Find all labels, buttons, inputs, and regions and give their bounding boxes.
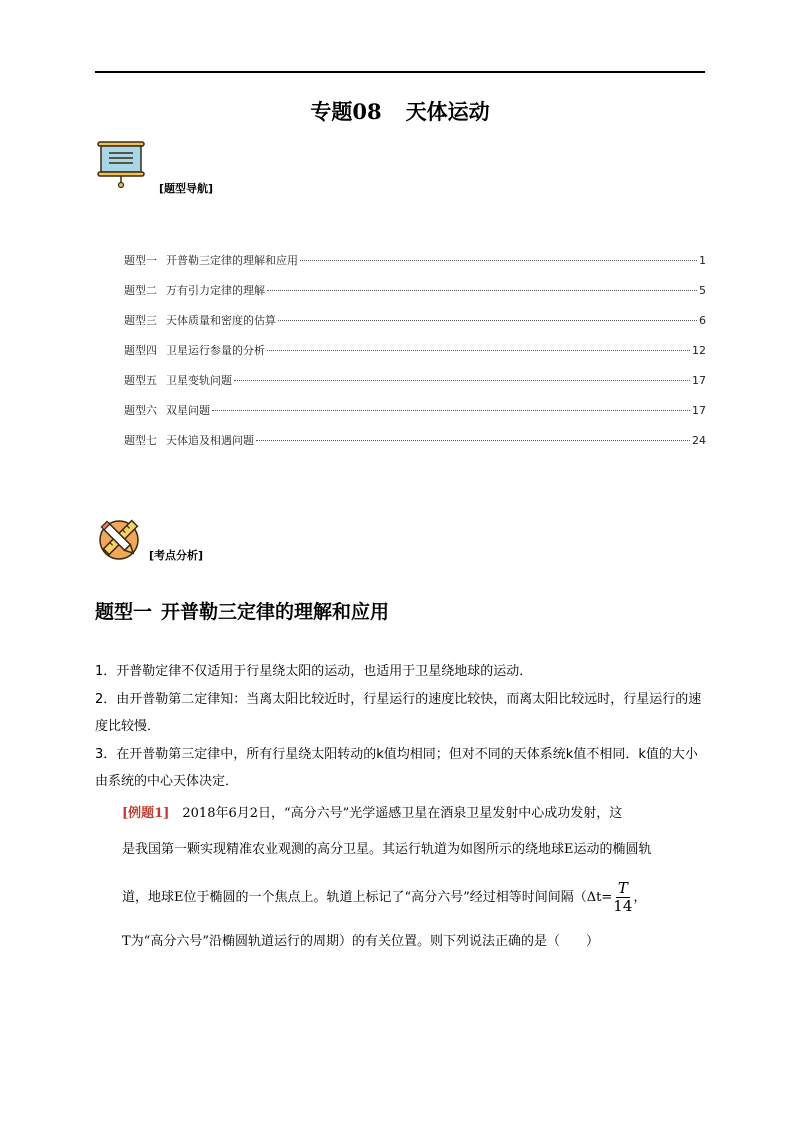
toc-page: 12 — [692, 344, 706, 357]
toc-page: 17 — [692, 404, 706, 417]
toc-label: 题型一 — [124, 254, 157, 267]
title-text: 天体运动 — [405, 99, 490, 124]
toc-text: 卫星变轨问题 — [166, 374, 232, 387]
pencil-ruler-icon — [95, 515, 143, 563]
toc-text: 天体质量和密度的估算 — [166, 314, 276, 327]
top-rule — [95, 71, 705, 73]
toc-leader — [256, 440, 690, 441]
example-line-4: T为“高分六号”沿椭圆轨道运行的周期）的有关位置。则下列说法正确的是（ ） — [122, 934, 599, 949]
toc-page: 17 — [692, 374, 706, 387]
presentation-board-icon — [95, 138, 147, 190]
toc-text: 卫星运行参量的分析 — [166, 344, 265, 357]
fraction — [613, 880, 632, 915]
toc-leader — [267, 350, 690, 351]
point-1: 1．开普勒定律不仅适用于行星绕太阳的运动，也适用于卫星绕地球的运动． — [95, 664, 533, 679]
toc-row[interactable] — [124, 312, 706, 342]
toc-text: 天体追及相遇问题 — [166, 434, 254, 447]
heading-label: 题型一 — [95, 601, 153, 623]
example-text: ， — [633, 890, 647, 905]
toc-leader — [278, 320, 697, 321]
nav-section-label: [题型导航] — [159, 182, 214, 195]
toc-row[interactable] — [124, 252, 706, 282]
toc-leader — [300, 260, 697, 261]
page-title — [0, 96, 800, 126]
toc-label: 题型二 — [124, 284, 157, 297]
toc-row[interactable] — [124, 372, 706, 402]
toc-text: 万有引力定律的理解 — [166, 284, 265, 297]
toc-page: 5 — [699, 284, 706, 297]
toc-label: 题型六 — [124, 404, 157, 417]
table-of-contents — [124, 252, 706, 462]
example-text: 2018年6月2日，“高分六号”光学遥感卫星在酒泉卫星发射中心成功发射，这 — [182, 806, 623, 821]
toc-page: 1 — [699, 254, 706, 267]
toc-row[interactable] — [124, 282, 706, 312]
example-line-3 — [122, 880, 710, 916]
example-text: 道，地球E位于椭圆的一个焦点上。轨道上标记了“高分六号”经过相等时间间隔（Δt= — [122, 890, 613, 905]
toc-text: 开普勒三定律的理解和应用 — [166, 254, 298, 267]
toc-leader — [212, 410, 690, 411]
example-line-1 — [122, 802, 710, 821]
toc-leader — [234, 380, 690, 381]
point-2: 2．由开普勒第二定律知：当离太阳比较近时，行星运行的速度比较快，而离太阳比较远时，行星运行的速度比较慢． — [95, 692, 702, 734]
fraction-numerator: T — [617, 879, 628, 897]
example-tag: [例题1] — [122, 806, 170, 821]
heading-text: 开普勒三定律的理解和应用 — [161, 601, 390, 623]
toc-row[interactable] — [124, 402, 706, 432]
toc-label: 题型七 — [124, 434, 157, 447]
toc-label: 题型四 — [124, 344, 157, 357]
toc-text: 双星问题 — [166, 404, 210, 417]
toc-label: 题型三 — [124, 314, 157, 327]
title-code: 专题08 — [310, 99, 382, 124]
toc-page: 6 — [699, 314, 706, 327]
toc-row[interactable] — [124, 432, 706, 462]
analysis-section-label: [考点分析] — [149, 549, 204, 562]
toc-leader — [267, 290, 697, 291]
toc-label: 题型五 — [124, 374, 157, 387]
toc-row[interactable] — [124, 342, 706, 372]
toc-page: 24 — [692, 434, 706, 447]
example-line-2: 是我国第一颗实现精准农业观测的高分卫星。其运行轨道为如图所示的绕地球E运动的椭圆轨 — [122, 842, 652, 857]
point-3: 3．在开普勒第三定律中，所有行星绕太阳转动的k值均相同；但对不同的天体系统k值不相同．k值的大小由系统的中心天体决定． — [95, 747, 698, 789]
section-heading — [95, 597, 389, 624]
fraction-denominator: 14 — [613, 897, 633, 915]
